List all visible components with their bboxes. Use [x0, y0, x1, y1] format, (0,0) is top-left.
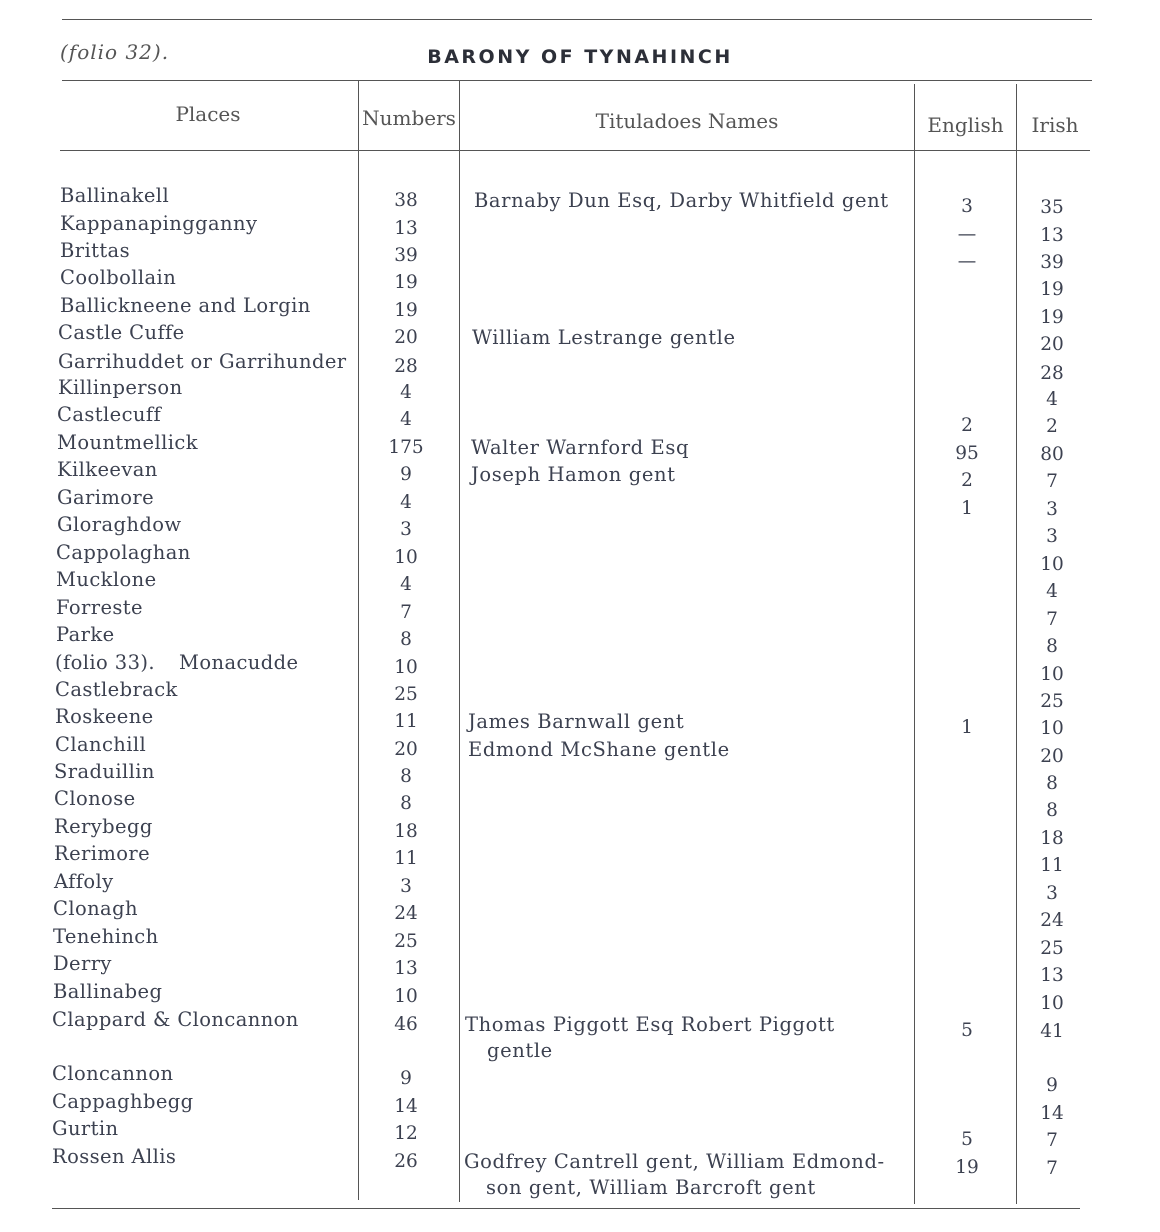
number-cell: 175 — [388, 437, 424, 458]
english-cell: — — [957, 224, 977, 245]
place-name: Clappard & Cloncannon — [52, 1008, 299, 1031]
folio-marker: (folio 33). — [55, 651, 155, 674]
names-line: Godfrey Cantrell gent, William Edmond- — [464, 1150, 885, 1173]
place-name: Tenehinch — [53, 925, 159, 948]
column-header-irish: Irish — [1031, 113, 1079, 137]
place-name: Clanchill — [55, 733, 147, 756]
table-row — [0, 541, 1160, 575]
names-cell — [468, 709, 898, 735]
irish-cell: 4 — [1046, 389, 1058, 410]
irish-cell: 25 — [1040, 691, 1064, 712]
place-name: Ballinakell — [60, 184, 170, 207]
place-cell — [55, 705, 154, 728]
table-row — [0, 1145, 1160, 1199]
place-cell — [57, 486, 154, 509]
irish-cell: 8 — [1046, 800, 1058, 821]
place-cell — [54, 815, 153, 838]
place-cell — [55, 733, 146, 756]
irish-cell: 18 — [1040, 828, 1064, 849]
number-cell: 3 — [400, 876, 412, 897]
number-cell: 46 — [394, 1014, 418, 1035]
place-name: Sraduillin — [54, 760, 155, 783]
names-cell — [464, 1149, 894, 1201]
place-cell — [52, 1117, 119, 1140]
page-title: BARONY OF TYNAHINCH — [427, 46, 733, 68]
place-name: Mountmellick — [57, 431, 198, 454]
irish-cell: 14 — [1040, 1103, 1064, 1124]
irish-cell: 19 — [1040, 279, 1064, 300]
table-row — [0, 1008, 1160, 1062]
number-cell: 4 — [400, 409, 412, 430]
place-name: Killinperson — [58, 376, 183, 399]
number-cell: 20 — [394, 739, 418, 760]
place-name: Coolbollain — [60, 266, 177, 289]
place-name: Garrihuddet or Garrihunder — [58, 350, 347, 373]
number-cell: 13 — [394, 958, 418, 979]
column-header-places: Places — [175, 102, 241, 126]
place-cell — [56, 541, 191, 564]
table-row — [0, 1117, 1160, 1151]
table-row — [0, 294, 1160, 328]
place-cell — [57, 513, 181, 536]
number-cell: 19 — [394, 272, 418, 293]
irish-cell: 8 — [1046, 773, 1058, 794]
number-cell: 4 — [400, 492, 412, 513]
number-cell: 25 — [394, 684, 418, 705]
table-row — [0, 1090, 1160, 1124]
english-cell: 5 — [961, 1020, 973, 1041]
names-line: Joseph Hamon gent — [471, 463, 676, 486]
place-cell — [55, 651, 298, 674]
place-name: Kilkeevan — [57, 458, 158, 481]
place-cell — [53, 952, 112, 975]
english-cell: 1 — [961, 717, 973, 738]
number-cell: 26 — [394, 1151, 418, 1172]
column-header-english: English — [927, 113, 1004, 137]
english-cell: — — [957, 251, 977, 272]
table-row — [0, 980, 1160, 1014]
names-cell — [472, 325, 902, 351]
number-cell: 10 — [394, 986, 418, 1007]
irish-cell: 13 — [1040, 225, 1064, 246]
irish-cell: 11 — [1040, 855, 1064, 876]
english-cell: 19 — [955, 1157, 979, 1178]
place-cell — [54, 787, 136, 810]
number-cell: 9 — [400, 464, 412, 485]
number-cell: 10 — [394, 657, 418, 678]
place-name: Clonose — [54, 787, 136, 810]
place-cell — [60, 294, 311, 317]
place-cell — [54, 870, 114, 893]
number-cell: 3 — [400, 519, 412, 540]
number-cell: 18 — [394, 821, 418, 842]
irish-cell: 20 — [1040, 334, 1064, 355]
place-cell — [54, 760, 155, 783]
irish-cell: 4 — [1046, 581, 1058, 602]
place-name: Garimore — [57, 486, 155, 509]
place-cell — [53, 897, 138, 920]
number-cell: 9 — [400, 1068, 412, 1089]
place-name: Rerybegg — [54, 815, 153, 838]
names-cell — [474, 188, 904, 214]
table-row — [0, 350, 1160, 384]
irish-cell: 3 — [1046, 499, 1058, 520]
number-cell: 11 — [394, 711, 418, 732]
english-cell: 5 — [961, 1129, 973, 1150]
irish-cell: 10 — [1040, 554, 1064, 575]
irish-cell: 39 — [1040, 252, 1064, 273]
table-row — [0, 651, 1160, 685]
place-cell — [53, 925, 159, 948]
table-row — [0, 952, 1160, 986]
names-cell — [465, 1012, 895, 1064]
english-cell: 3 — [961, 196, 973, 217]
number-cell: 8 — [400, 766, 412, 787]
table-row — [0, 212, 1160, 246]
place-name: Cappaghbegg — [52, 1090, 194, 1113]
irish-cell: 19 — [1040, 307, 1064, 328]
names-line: Barnaby Dun Esq, Darby Whitfield gent — [474, 189, 889, 212]
place-name: Ballinabeg — [53, 980, 163, 1003]
folio-label: (folio 32). — [60, 40, 170, 64]
table-row — [0, 787, 1160, 821]
number-cell: 10 — [394, 547, 418, 568]
number-cell: 4 — [400, 574, 412, 595]
place-cell — [57, 458, 158, 481]
table-row — [0, 239, 1160, 273]
irish-cell: 41 — [1040, 1021, 1064, 1042]
irish-cell: 7 — [1046, 471, 1058, 492]
names-line: Thomas Piggott Esq Robert Piggott — [465, 1013, 835, 1036]
place-name: Gurtin — [52, 1117, 119, 1140]
number-cell: 20 — [394, 327, 418, 348]
place-cell — [60, 266, 176, 289]
table-row — [0, 596, 1160, 630]
number-cell: 28 — [394, 356, 418, 377]
place-cell — [52, 1145, 176, 1168]
names-line-continued: gentle — [487, 1039, 553, 1062]
table-row — [0, 925, 1160, 959]
english-cell: 2 — [961, 415, 973, 436]
place-name: Ballickneene and Lorgin — [60, 294, 311, 317]
place-name: Rossen Allis — [52, 1145, 177, 1168]
table-row — [0, 705, 1160, 739]
english-cell: 2 — [961, 470, 973, 491]
table-row — [0, 376, 1160, 410]
table-row — [0, 568, 1160, 602]
table-row — [0, 458, 1160, 492]
place-cell — [60, 239, 130, 262]
place-name: Derry — [53, 952, 112, 975]
place-cell — [58, 321, 185, 344]
place-cell — [57, 403, 161, 426]
irish-cell: 3 — [1046, 526, 1058, 547]
place-cell — [56, 596, 143, 619]
irish-cell: 2 — [1046, 416, 1058, 437]
place-cell — [52, 1090, 194, 1113]
english-cell: 1 — [961, 498, 973, 519]
irish-cell: 7 — [1046, 1158, 1058, 1179]
number-cell: 13 — [394, 218, 418, 239]
table-row — [0, 897, 1160, 931]
irish-cell: 10 — [1040, 664, 1064, 685]
number-cell: 12 — [394, 1123, 418, 1144]
place-name: Kappanapingganny — [60, 212, 258, 235]
irish-cell: 9 — [1046, 1075, 1058, 1096]
table-row — [0, 623, 1160, 657]
table-row — [0, 321, 1160, 355]
names-line: Walter Warnford Esq — [471, 436, 690, 459]
names-line: James Barnwall gent — [468, 710, 685, 733]
place-name: Gloraghdow — [57, 513, 182, 536]
place-name: Castle Cuffe — [58, 321, 185, 344]
names-line: William Lestrange gentle — [472, 326, 736, 349]
place-cell — [52, 1008, 299, 1031]
place-name: Affoly — [54, 870, 114, 893]
place-name: Forreste — [56, 596, 143, 619]
place-cell — [58, 376, 183, 399]
irish-cell: 24 — [1040, 910, 1064, 931]
place-cell — [56, 568, 157, 591]
place-name: Castlebrack — [55, 678, 178, 701]
number-cell: 8 — [400, 629, 412, 650]
place-name: Roskeene — [55, 705, 154, 728]
irish-cell: 10 — [1040, 993, 1064, 1014]
number-cell: 25 — [394, 931, 418, 952]
table-row — [0, 184, 1160, 218]
irish-cell: 13 — [1040, 965, 1064, 986]
number-cell: 14 — [394, 1096, 418, 1117]
place-name: Mucklone — [56, 568, 157, 591]
place-name: Castlecuff — [57, 403, 162, 426]
table-row — [0, 431, 1160, 465]
table-row — [0, 266, 1160, 300]
table-row — [0, 513, 1160, 547]
place-cell — [58, 350, 347, 373]
place-cell — [53, 980, 162, 1003]
place-name: Cappolaghan — [56, 541, 191, 564]
table-row — [0, 1062, 1160, 1096]
place-name: Monacudde — [179, 651, 299, 674]
number-cell: 7 — [400, 602, 412, 623]
place-name: Parke — [56, 623, 115, 646]
column-header-names: Tituladoes Names — [595, 109, 779, 133]
irish-cell: 7 — [1046, 1130, 1058, 1151]
number-cell: 24 — [394, 903, 418, 924]
irish-cell: 80 — [1040, 444, 1064, 465]
place-cell — [60, 184, 169, 207]
number-cell: 4 — [400, 382, 412, 403]
irish-cell: 7 — [1046, 609, 1058, 630]
irish-cell: 28 — [1040, 363, 1064, 384]
irish-cell: 10 — [1040, 718, 1064, 739]
number-cell: 38 — [394, 190, 418, 211]
names-cell — [471, 462, 901, 488]
irish-cell: 25 — [1040, 938, 1064, 959]
number-cell: 8 — [400, 793, 412, 814]
names-line: Edmond McShane gentle — [468, 738, 730, 761]
names-line-continued: son gent, William Barcroft gent — [486, 1176, 816, 1199]
table-row — [0, 403, 1160, 437]
table-row — [0, 842, 1160, 876]
table-row — [0, 870, 1160, 904]
place-name: Rerimore — [54, 842, 151, 865]
table-row — [0, 678, 1160, 712]
number-cell: 19 — [394, 300, 418, 321]
table-row — [0, 486, 1160, 520]
irish-cell: 8 — [1046, 636, 1058, 657]
irish-cell: 3 — [1046, 883, 1058, 904]
english-cell: 95 — [955, 443, 979, 464]
number-cell: 39 — [394, 245, 418, 266]
place-cell — [60, 212, 257, 235]
place-name: Cloncannon — [52, 1062, 174, 1085]
place-cell — [52, 1062, 173, 1085]
column-header-numbers: Numbers — [362, 106, 456, 130]
table-row — [0, 733, 1160, 767]
place-cell — [55, 678, 178, 701]
place-name: Brittas — [60, 239, 130, 262]
place-cell — [54, 842, 150, 865]
place-cell — [57, 431, 198, 454]
irish-cell: 20 — [1040, 746, 1064, 767]
irish-cell: 35 — [1040, 197, 1064, 218]
place-name: Clonagh — [53, 897, 138, 920]
table-row — [0, 760, 1160, 794]
number-cell: 11 — [394, 848, 418, 869]
place-cell — [56, 623, 115, 646]
table-row — [0, 815, 1160, 849]
